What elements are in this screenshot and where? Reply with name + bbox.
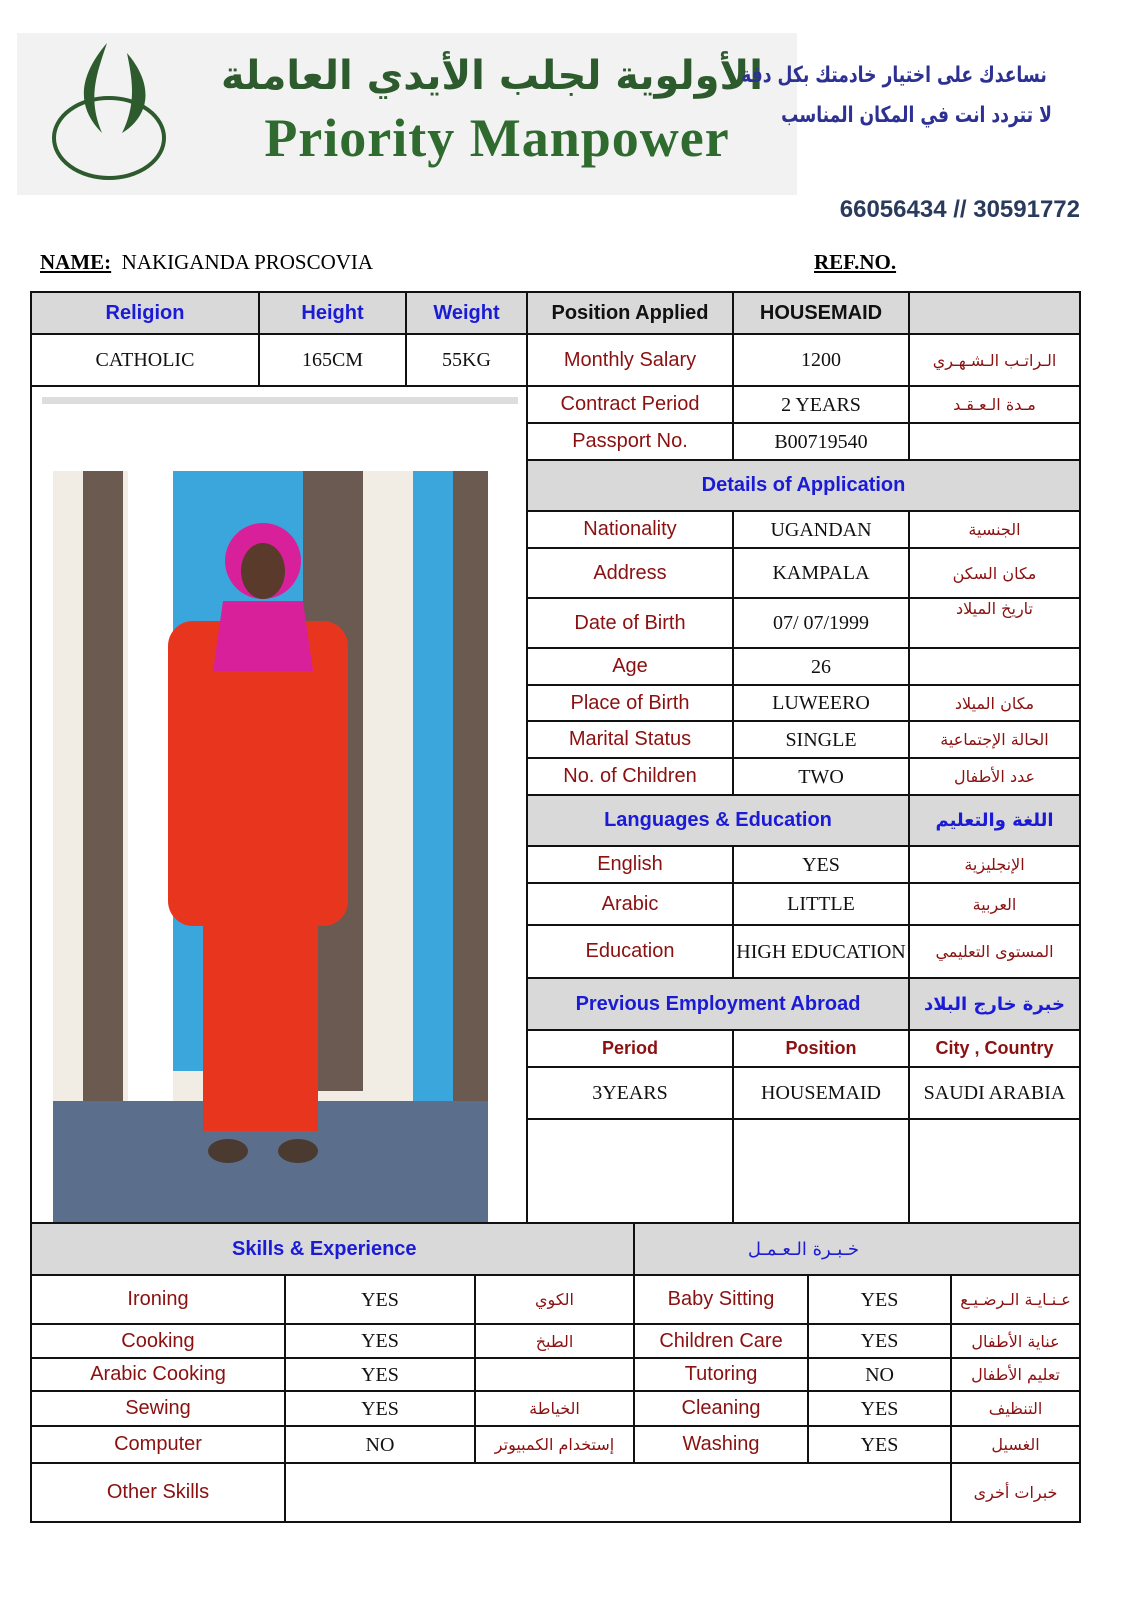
skill-label: Ironing bbox=[31, 1275, 285, 1324]
position-value: HOUSEMAID bbox=[733, 292, 909, 334]
skill-value: YES bbox=[285, 1275, 475, 1324]
skill-arabic: تعليم الأطفال bbox=[951, 1358, 1080, 1391]
skill-label: Children Care bbox=[634, 1324, 808, 1358]
contract-arabic: مـدة الـعـقـد bbox=[909, 386, 1080, 423]
skills-title-arabic: خـبـرة الـعـمـل bbox=[634, 1223, 1080, 1275]
english-label: English bbox=[527, 846, 733, 883]
passport-label: Passport No. bbox=[527, 423, 733, 460]
skill-value: NO bbox=[808, 1358, 951, 1391]
other-skills-arabic: خبرات أخرى bbox=[951, 1463, 1080, 1522]
company-logo bbox=[17, 33, 797, 195]
height-value: 165CM bbox=[259, 334, 406, 386]
religion-label: Religion bbox=[31, 292, 259, 334]
skill-arabic: إستخدام الكمبيوتر bbox=[475, 1426, 634, 1463]
empty-cell bbox=[527, 1119, 733, 1223]
languages-title: Languages & Education bbox=[527, 795, 909, 846]
arabic-value: LITTLE bbox=[733, 883, 909, 925]
other-skills-label: Other Skills bbox=[31, 1463, 285, 1522]
logo-emblem-icon bbox=[47, 38, 177, 188]
dob-arabic: تاريخ الميلاد bbox=[909, 598, 1080, 648]
skill-label: Tutoring bbox=[634, 1358, 808, 1391]
empty-cell bbox=[909, 1119, 1080, 1223]
nationality-value: UGANDAN bbox=[733, 511, 909, 548]
education-label: Education bbox=[527, 925, 733, 978]
address-label: Address bbox=[527, 548, 733, 598]
prev-country: SAUDI ARABIA bbox=[909, 1067, 1080, 1119]
skill-row bbox=[31, 1358, 1080, 1391]
slogan-line-2-wrap bbox=[781, 96, 1090, 136]
skill-row bbox=[31, 1324, 1080, 1358]
english-arabic: الإنجليزية bbox=[909, 846, 1080, 883]
slogan bbox=[741, 56, 1090, 136]
skill-arabic bbox=[475, 1358, 634, 1391]
skill-value: YES bbox=[285, 1391, 475, 1426]
skill-value: YES bbox=[285, 1358, 475, 1391]
skills-table bbox=[30, 1222, 1081, 1523]
skill-arabic: عـنـايـة الـرضـيـع bbox=[951, 1275, 1080, 1324]
slogan-line-2: لا تتردد انت في المكان المناسب bbox=[781, 103, 1052, 128]
children-arabic: عدد الأطفال bbox=[909, 758, 1080, 795]
skill-arabic: الطبخ bbox=[475, 1324, 634, 1358]
skill-label: Sewing bbox=[31, 1391, 285, 1426]
application-table bbox=[30, 291, 1081, 1224]
skill-row bbox=[31, 1426, 1080, 1463]
pob-label: Place of Birth bbox=[527, 685, 733, 721]
nationality-arabic: الجنسية bbox=[909, 511, 1080, 548]
skill-value: YES bbox=[285, 1324, 475, 1358]
dob-value: 07/ 07/1999 bbox=[733, 598, 909, 648]
nationality-label: Nationality bbox=[527, 511, 733, 548]
logo-english-text: Priority Manpower bbox=[264, 108, 730, 168]
pob-value: LUWEERO bbox=[733, 685, 909, 721]
skill-label: Cooking bbox=[31, 1324, 285, 1358]
marital-arabic: الحالة الإجتماعية bbox=[909, 721, 1080, 758]
prev-employment-title-arabic: خبرة خارج البلاد bbox=[909, 978, 1080, 1030]
other-skills-value bbox=[285, 1463, 951, 1522]
marital-value: SINGLE bbox=[733, 721, 909, 758]
skill-value: YES bbox=[808, 1391, 951, 1426]
table-row bbox=[31, 1463, 1080, 1522]
salary-label: Monthly Salary bbox=[527, 334, 733, 386]
skill-value: YES bbox=[808, 1426, 951, 1463]
english-value: YES bbox=[733, 846, 909, 883]
section-header bbox=[31, 1223, 1080, 1275]
address-arabic: مكان السكن bbox=[909, 548, 1080, 598]
salary-arabic: الـراتـب الـشـهـري bbox=[909, 334, 1080, 386]
name-label: NAME: bbox=[40, 250, 112, 274]
ref-no-label: REF.NO. bbox=[814, 250, 897, 274]
prev-employment-title: Previous Employment Abroad bbox=[527, 978, 909, 1030]
phone-numbers: 66056434 // 30591772 bbox=[839, 196, 1080, 223]
name-field bbox=[40, 250, 373, 275]
age-label: Age bbox=[527, 648, 733, 685]
skill-value: YES bbox=[808, 1324, 951, 1358]
city-country-header: City , Country bbox=[909, 1030, 1080, 1067]
skill-value: YES bbox=[808, 1275, 951, 1324]
children-label: No. of Children bbox=[527, 758, 733, 795]
arabic-arabic: العربية bbox=[909, 883, 1080, 925]
contract-label: Contract Period bbox=[527, 386, 733, 423]
logo-arabic-text: الأولوية لجلب الأيدي العاملة bbox=[221, 53, 763, 99]
address-value: KAMPALA bbox=[733, 548, 909, 598]
divider bbox=[42, 397, 518, 404]
skill-arabic: الغسيل bbox=[951, 1426, 1080, 1463]
empty-cell bbox=[909, 292, 1080, 334]
pob-arabic: مكان الميلاد bbox=[909, 685, 1080, 721]
age-arabic bbox=[909, 648, 1080, 685]
weight-label: Weight bbox=[406, 292, 527, 334]
candidate-photo bbox=[53, 471, 488, 1223]
details-title: Details of Application bbox=[527, 460, 1080, 511]
prev-position: HOUSEMAID bbox=[733, 1067, 909, 1119]
skill-row bbox=[31, 1275, 1080, 1324]
passport-arabic bbox=[909, 423, 1080, 460]
dob-label: Date of Birth bbox=[527, 598, 733, 648]
skills-title: Skills & Experience bbox=[31, 1223, 634, 1275]
photo-cell bbox=[31, 386, 527, 1223]
slogan-line-1: نساعدك على اختيار خادمتك بكل دقة bbox=[741, 63, 1047, 88]
languages-title-arabic: اللغة والتعليم bbox=[909, 795, 1080, 846]
skill-arabic: الكوي bbox=[475, 1275, 634, 1324]
religion-value: CATHOLIC bbox=[31, 334, 259, 386]
empty-cell bbox=[733, 1119, 909, 1223]
skill-label: Arabic Cooking bbox=[31, 1358, 285, 1391]
skill-label: Computer bbox=[31, 1426, 285, 1463]
prev-period: 3YEARS bbox=[527, 1067, 733, 1119]
marital-label: Marital Status bbox=[527, 721, 733, 758]
height-label: Height bbox=[259, 292, 406, 334]
skill-label: Washing bbox=[634, 1426, 808, 1463]
weight-value: 55KG bbox=[406, 334, 527, 386]
skill-arabic: عناية الأطفال bbox=[951, 1324, 1080, 1358]
period-header: Period bbox=[527, 1030, 733, 1067]
position-label: Position Applied bbox=[527, 292, 733, 334]
table-row bbox=[31, 334, 1080, 386]
passport-value: B00719540 bbox=[733, 423, 909, 460]
arabic-label: Arabic bbox=[527, 883, 733, 925]
contract-value: 2 YEARS bbox=[733, 386, 909, 423]
name-value: NAKIGANDA PROSCOVIA bbox=[121, 250, 374, 274]
skill-row bbox=[31, 1391, 1080, 1426]
table-row bbox=[31, 386, 1080, 423]
slogan-line-1-wrap bbox=[741, 56, 1090, 96]
position-header: Position bbox=[733, 1030, 909, 1067]
age-value: 26 bbox=[733, 648, 909, 685]
education-arabic: المستوى التعليمي bbox=[909, 925, 1080, 978]
skill-label: Baby Sitting bbox=[634, 1275, 808, 1324]
skill-arabic: التنظيف bbox=[951, 1391, 1080, 1426]
children-value: TWO bbox=[733, 758, 909, 795]
header-row bbox=[31, 292, 1080, 334]
skill-arabic: الخياطة bbox=[475, 1391, 634, 1426]
skill-label: Cleaning bbox=[634, 1391, 808, 1426]
education-value: HIGH EDUCATION bbox=[733, 925, 909, 978]
skill-value: NO bbox=[285, 1426, 475, 1463]
salary-value: 1200 bbox=[733, 334, 909, 386]
